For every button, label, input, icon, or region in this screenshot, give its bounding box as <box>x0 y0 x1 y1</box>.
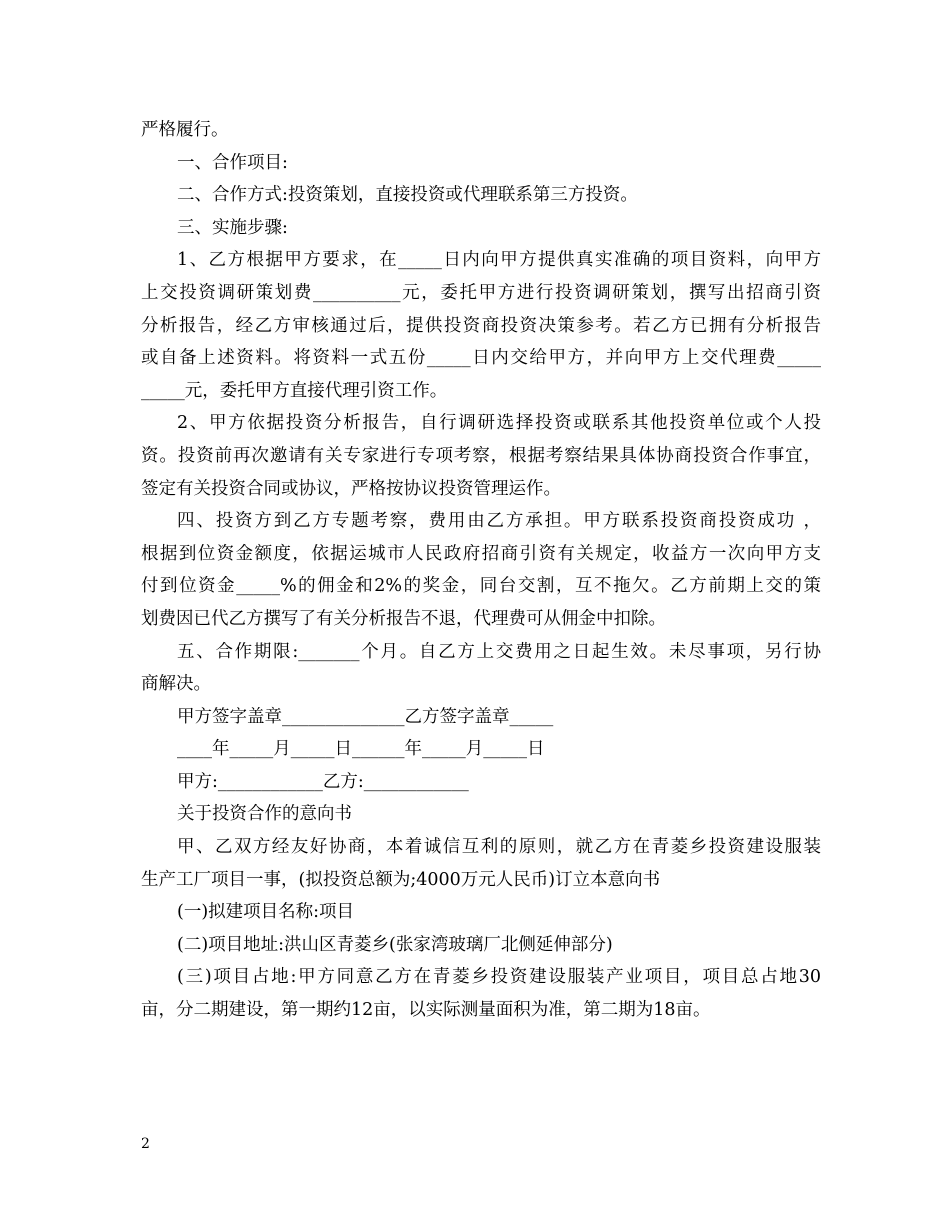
text-line: 或自备上述资料。将资料一式五份_____日内交给甲方，并向甲方上交代理费_____ <box>141 348 821 369</box>
text-line: 上交投资调研策划费__________元，委托甲方进行投资调研策划，撰写出招商引资 <box>141 282 821 303</box>
page-number: 2 <box>141 1136 150 1152</box>
section-heading: 一、合作项目: <box>177 152 288 173</box>
text-line: 五、合作期限:_______个月。自乙方上交费用之日起生效。未尽事项，另行协 <box>177 641 821 662</box>
text-line: 亩，分二期建设，第一期约12亩，以实际测量面积为准，第二期为18亩。 <box>141 1000 711 1021</box>
text-line: 2、甲方依据投资分析报告，自行调研选择投资或联系其他投资单位或个人投 <box>177 413 821 434</box>
party-line: 甲方:____________乙方:____________ <box>177 771 469 792</box>
text-line: 资。投资前再次邀请有关专家进行专项考察，根据考察结果具体协商投资合作事宜， <box>141 445 821 466</box>
text-line: 甲、乙双方经友好协商，本着诚信互利的原则，就乙方在青菱乡投资建设服装 <box>177 837 821 858</box>
section-heading: 二、合作方式:投资策划，直接投资或代理联系第三方投资。 <box>177 185 638 206</box>
document-body <box>141 114 821 1027</box>
list-item: (二)项目地址:洪山区青菱乡(张家湾玻璃厂北侧延伸部分) <box>177 934 613 955</box>
text-line: 1、乙方根据甲方要求，在_____日内向甲方提供真实准确的项目资料，向甲方 <box>177 250 821 271</box>
list-item: (三)项目占地:甲方同意乙方在青菱乡投资建设服装产业项目，项目总占地30 <box>177 967 821 988</box>
text-line: 严格履行。 <box>141 120 229 140</box>
text-line: 签定有关投资合同或协议，严格按协议投资管理运作。 <box>141 478 561 499</box>
date-line: ____年_____月_____日______年_____月_____日 <box>177 739 545 760</box>
section-heading: 三、实施步骤: <box>177 217 288 238</box>
text-line: 根据到位资金额度，依据运城市人民政府招商引资有关规定，收益方一次向甲方支 <box>141 543 821 564</box>
list-item: (一)拟建项目名称:项目 <box>177 902 355 923</box>
signature-line: 甲方签字盖章______________乙方签字盖章_____ <box>177 706 554 727</box>
text-line: 生产工厂项目一事，(拟投资总额为;4000万元人民币)订立本意向书 <box>141 869 661 890</box>
text-line: 付到位资金_____%的佣金和2%的奖金，同台交割，互不拖欠。乙方前期上交的策 <box>141 576 821 597</box>
text-line: 分析报告，经乙方审核通过后，提供投资商投资决策参考。若乙方已拥有分析报告 <box>141 315 821 336</box>
text-line: 划费因已代乙方撰写了有关分析报告不退，代理费可从佣金中扣除。 <box>141 608 666 629</box>
text-line: _____元，委托甲方直接代理引资工作。 <box>141 380 448 401</box>
text-line: 四、投资方到乙方专题考察，费用由乙方承担。甲方联系投资商投资成功 ， <box>177 511 821 532</box>
text-line: 商解决。 <box>141 674 211 695</box>
document-title: 关于投资合作的意向书 <box>177 804 352 825</box>
